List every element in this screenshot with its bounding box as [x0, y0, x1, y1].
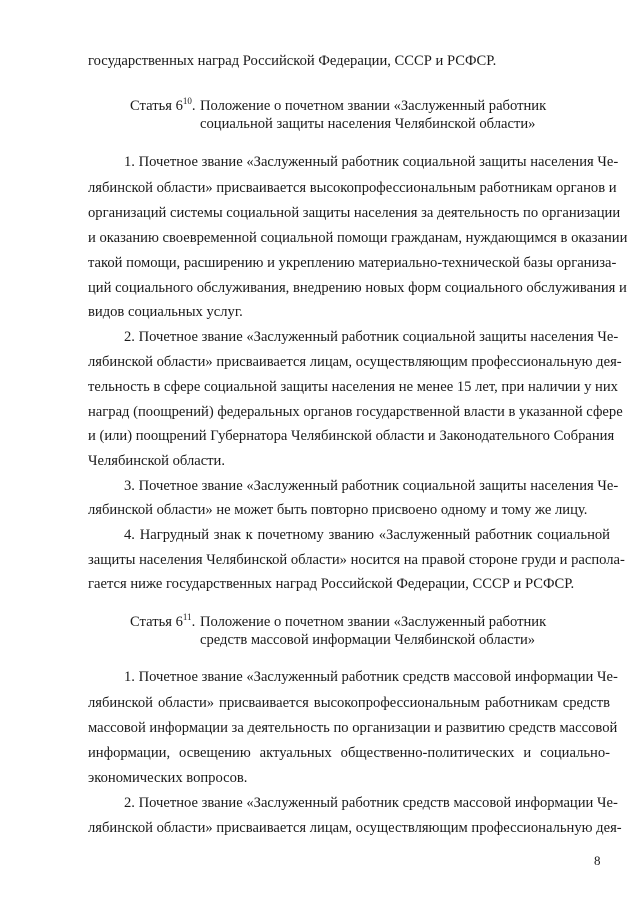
body-line: лябинской области» не может быть повторно присвоено одному и тому же лицу.	[88, 502, 588, 518]
body-line: лябинской области» присваивается высокопрофессиональным работникам органов и	[88, 180, 617, 196]
body-line: 1. Почетное звание «Заслуженный работник средств массовой информации Че-	[124, 669, 618, 685]
body-line: наград (поощрений) федеральных органов государственной власти в указанной сфере	[88, 404, 623, 420]
article-10-title-line1: Положение о почетном звании «Заслуженный работник	[200, 98, 547, 114]
body-line: лябинской области» присваивается высокопрофессиональным работникам средств	[88, 695, 610, 711]
article-11-title-line1: Положение о почетном звании «Заслуженный работник	[200, 614, 547, 630]
body-line: организаций системы социальной защиты населения за деятельность по организации	[88, 205, 621, 221]
body-line: тельность в сфере социальной защиты населения не менее 15 лет, при наличии у них	[88, 379, 618, 395]
article-11-title-line2: средств массовой информации Челябинской области»	[200, 632, 536, 648]
body-line: Челябинской области.	[88, 453, 226, 469]
body-line: 2. Почетное звание «Заслуженный работник социальной защиты населения Че-	[124, 329, 619, 345]
body-line: лябинской области» присваивается лицам, осуществляющим профессиональную дея-	[88, 354, 622, 370]
page-number: 8	[594, 853, 601, 868]
body-line: такой помощи, расширению и укреплению материально-технической базы организа-	[88, 255, 617, 271]
article-11-superscript: 11	[182, 612, 192, 623]
article-11-label: Статья $6^{11}$.	[130, 612, 196, 630]
body-line: массовой информации за деятельность по организации и развитию средств массовой	[88, 720, 618, 736]
body-line: лябинской области» присваивается лицам, осуществляющим профессиональную дея-	[88, 820, 622, 836]
continuation-line: государственных наград Российской Федерации, СССР и РСФСР.	[88, 53, 497, 69]
article-10-superscript: 10	[182, 96, 192, 107]
article-10-label: Статья $6^{10}$.	[130, 96, 196, 114]
body-line: информации, освещению актуальных общественно-политических и социально-	[88, 745, 610, 761]
body-line: ций социального обслуживания, внедрению новых форм социального обслуживания и	[88, 280, 627, 296]
body-line: гается ниже государственных наград Российской Федерации, СССР и РСФСР.	[88, 576, 575, 592]
body-line: 2. Почетное звание «Заслуженный работник средств массовой информации Че-	[124, 795, 618, 811]
body-line: и оказанию своевременной социальной помощи гражданам, нуждающимся в оказании	[88, 230, 628, 246]
article-10-title-line2: социальной защиты населения Челябинской области»	[200, 116, 536, 132]
body-line: экономических вопросов.	[88, 770, 248, 786]
body-line: защиты населения Челябинской области» носится на правой стороне груди и распола-	[88, 552, 625, 568]
body-line: 4. Нагрудный знак к почетному званию «Заслуженный работник социальной	[124, 527, 610, 543]
body-line: видов социальных услуг.	[88, 304, 243, 320]
body-line: 3. Почетное звание «Заслуженный работник социальной защиты населения Че-	[124, 478, 619, 494]
body-line: и (или) поощрений Губернатора Челябинской области и Законодательного Собрания	[88, 428, 615, 444]
body-line: 1. Почетное звание «Заслуженный работник социальной защиты населения Че-	[124, 154, 619, 170]
